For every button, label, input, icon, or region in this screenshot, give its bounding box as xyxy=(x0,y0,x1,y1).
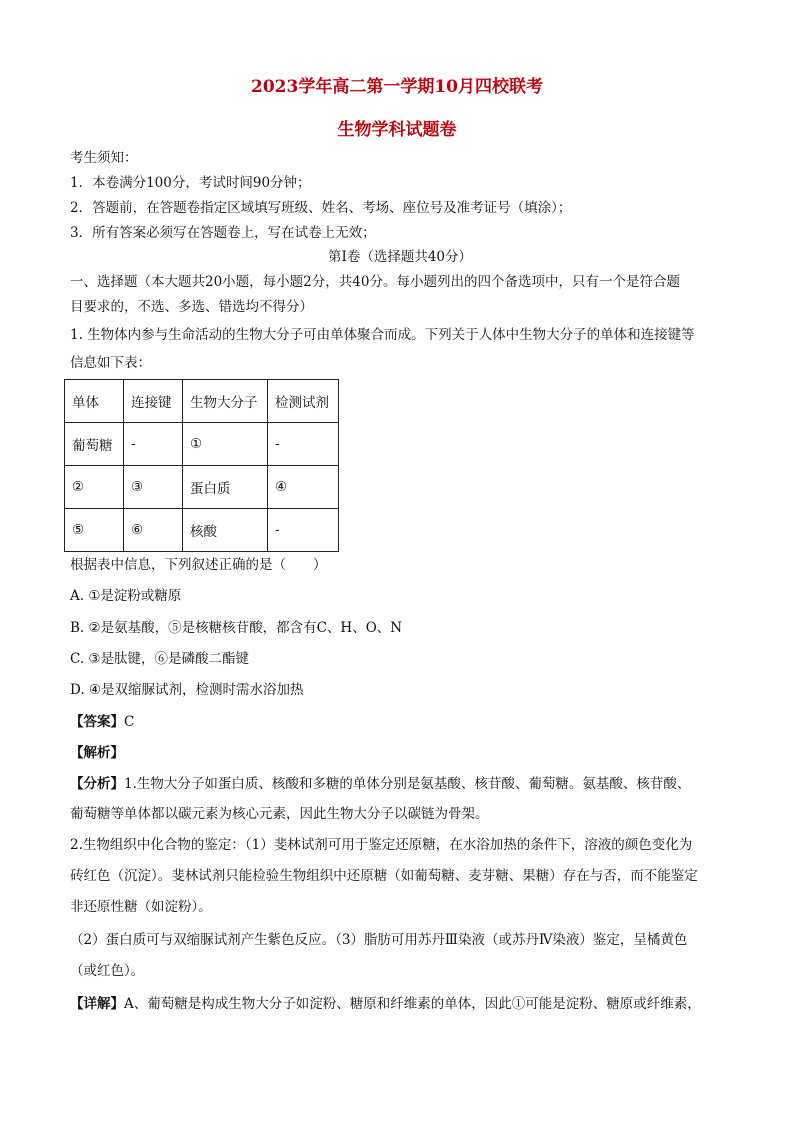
question-prompt: 根据表中信息，下列叙述正确的是（ ） xyxy=(70,557,327,573)
analysis-p1-line2: 葡萄糖等单体都以碳元素为核心元素，因此生物大分子以碳链为骨架。 xyxy=(70,806,489,822)
detail-line xyxy=(70,993,730,1015)
section-intro-line2: 目要求的，不选、多选、错选均不得分） xyxy=(70,299,313,315)
analysis-heading: 【解析】 xyxy=(70,745,124,761)
answer-label: 【答案】 xyxy=(70,714,124,730)
table-row xyxy=(65,423,339,466)
option-a: A. ①是淀粉或糖原 xyxy=(70,588,182,604)
notice-item-2: 2．答题前，在答题卷指定区域填写班级、姓名、考场、座位号及准考证号（填涂）； xyxy=(70,200,572,216)
analysis-p3-line2: （或红色）。 xyxy=(70,963,145,979)
section-title: 第Ⅰ卷（选择题共40分） xyxy=(327,249,472,265)
option-c: C. ③是肽键，⑥是磷酸二酯键 xyxy=(70,651,250,667)
analysis-p3-line1: （2）蛋白质可与双缩脲试剂产生紫色反应。（3）脂肪可用苏丹Ⅲ染液（或苏丹Ⅳ染液）鉴定，呈橘黄色 xyxy=(70,932,688,948)
table-cell: 核酸 xyxy=(183,509,268,552)
table-cell: - xyxy=(268,509,339,552)
table-cell: ③ xyxy=(124,466,183,509)
option-b: B. ②是氨基酸，⑤是核糖核苷酸，都含有C、H、O、N xyxy=(70,620,403,636)
notice-heading: 考生须知： xyxy=(70,150,138,166)
table-cell: 葡萄糖 xyxy=(65,423,124,466)
section-intro-line1: 一、选择题（本大题共20小题，每小题2分，共40分。每小题列出的四个备选项中，只有一个是符合题 xyxy=(70,274,680,290)
notice-item-1: 1．本卷满分100分，考试时间90分钟； xyxy=(70,175,311,191)
analysis-p2-line2: 砖红色（沉淀）。斐林试剂只能检验生物组织中还原糖（如葡萄糖、麦芽糖、果糖）存在与否，而不能鉴定 xyxy=(70,868,698,884)
table-header-cell: 连接键 xyxy=(124,380,183,423)
analysis-label: 【分析】 xyxy=(70,776,124,792)
analysis-p2-line1: 2.生物组织中化合物的鉴定：（1）斐林试剂可用于鉴定还原糖，在水浴加热的条件下，溶液的颜色变化为 xyxy=(70,837,693,853)
table-header-row xyxy=(65,380,339,423)
table-header-cell: 检测试剂 xyxy=(268,380,339,423)
table-cell: ⑤ xyxy=(65,509,124,552)
notice-item-3: 3．所有答案必须写在答题卷上，写在试卷上无效； xyxy=(70,225,376,241)
table-header-cell: 单体 xyxy=(65,380,124,423)
option-d: D. ④是双缩脲试剂，检测时需水浴加热 xyxy=(70,682,304,698)
analysis-p2-line3: 非还原性糖（如淀粉）。 xyxy=(70,899,212,915)
question-stem-line2: 信息如下表： xyxy=(70,355,151,371)
table-cell: 蛋白质 xyxy=(183,466,268,509)
detail-text: A、葡萄糖是构成生物大分子如淀粉、糖原和纤维素的单体，因此①可能是淀粉、糖原或纤维素， xyxy=(124,996,701,1012)
table-cell: ⑥ xyxy=(124,509,183,552)
table-cell: - xyxy=(268,423,339,466)
table-cell: ② xyxy=(65,466,124,509)
table-cell: ④ xyxy=(268,466,339,509)
analysis-text: 1.生物大分子如蛋白质、核酸和多糖的单体分别是氨基酸、核苷酸、葡萄糖。氨基酸、核苷酸、 xyxy=(124,776,691,792)
answer-value: C xyxy=(124,714,135,730)
table-header-cell: 生物大分子 xyxy=(183,380,268,423)
monomer-table xyxy=(64,379,339,552)
table-row xyxy=(65,466,339,509)
table-cell: - xyxy=(124,423,183,466)
table-row xyxy=(65,509,339,552)
detail-label: 【详解】 xyxy=(70,996,124,1012)
exam-subtitle: 生物学科试题卷 xyxy=(337,120,457,140)
table-cell: ① xyxy=(183,423,268,466)
analysis-p1-line1 xyxy=(70,773,730,795)
question-stem-line1: 1. 生物体内参与生命活动的生物大分子可由单体聚合而成。下列关于人体中生物大分子的单体和连接键等 xyxy=(70,327,695,343)
answer-line xyxy=(70,711,730,733)
exam-title: 2023学年高二第一学期10月四校联考 xyxy=(251,77,543,97)
